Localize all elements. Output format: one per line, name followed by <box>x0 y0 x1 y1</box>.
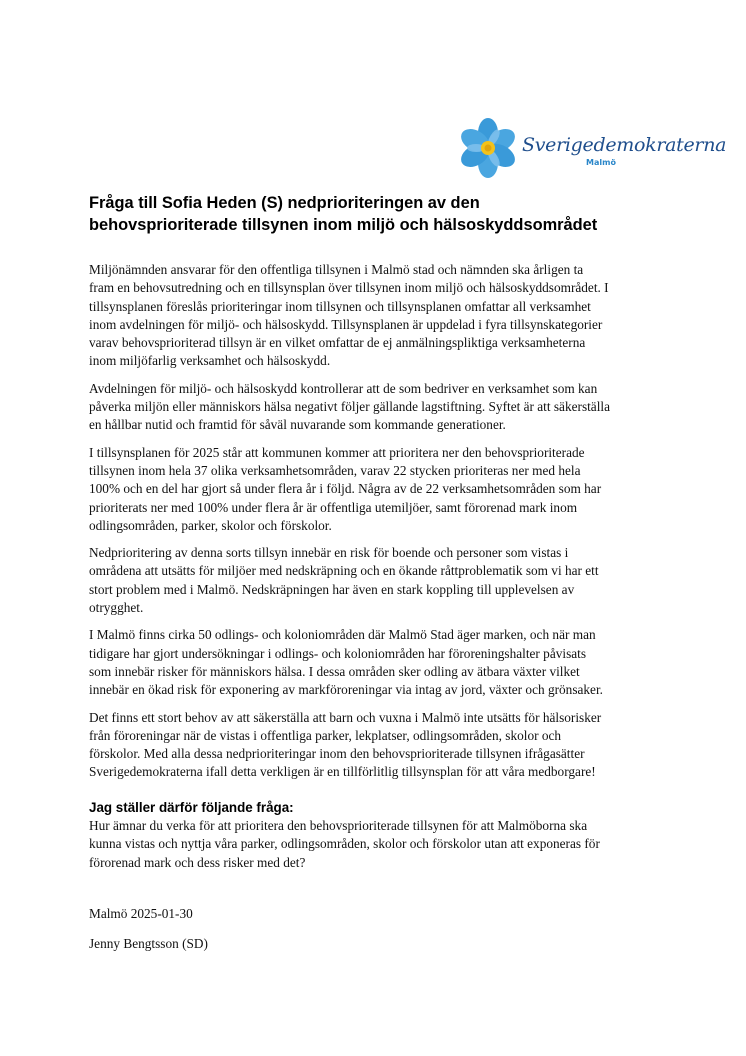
text-line: prioriterats ner med 100% under flera år är offentliga utemiljöer, samt förorenad mark inom <box>89 499 578 515</box>
paragraph <box>89 444 669 535</box>
text-line: från föroreningar när de vistas i offentliga parker, lekplatser, odlingsområden, skolor och <box>89 727 562 743</box>
document-title <box>89 192 669 236</box>
text-line: en hållbar nutid och framtid för såväl nuvarande som kommande generationer. <box>89 417 506 433</box>
paragraph <box>89 626 669 699</box>
text-line: otrygghet. <box>89 600 144 616</box>
paragraph <box>89 709 669 782</box>
party-logo <box>458 118 727 178</box>
signature: Jenny Bengtsson (SD) <box>89 936 208 951</box>
text-line: inom avdelningen för miljö- och hälsoskydd. Tillsynsplanen är uppdelad i fyra tillsynskategorier <box>89 316 603 332</box>
text-line: stort problem med i Malmö. Nedskräpningen har även en stark koppling till upplevelsen av <box>89 581 575 597</box>
text-line: I tillsynsplanen för 2025 står att kommunen kommer att prioritera ner den behovsprioriterade <box>89 444 585 460</box>
text-line: varav behovsprioriterad tillsyn är en vilket omfattar de ej anmälningspliktiga verksamheterna <box>89 335 586 351</box>
paragraph <box>89 261 669 371</box>
text-line: förskolor. Med alla dessa nedprioriteringar inom den behovsprioriterade tillsynen ifrågasätter <box>89 746 585 762</box>
text-line: Det finns ett stort behov av att säkerställa att barn och vuxna i Malmö inte utsätts för hälsorisker <box>89 709 602 725</box>
text-line: I Malmö finns cirka 50 odlings- och koloniområden där Malmö Stad äger marken, och när man <box>89 627 596 643</box>
document-date: Malmö 2025-01-30 <box>89 906 193 921</box>
text-line: inom miljöfarlig verksamhet och hälsoskydd. <box>89 353 331 369</box>
document-body <box>89 261 669 791</box>
text-line: Sverigedemokraterna ifall detta verkligen är en tillförlitlig tillsynsplan för att våra medborgare! <box>89 764 596 780</box>
text-line: kunna vistas och nyttja våra parker, odlingsområden, skolor och förskolor utan att exponeras för <box>89 836 600 852</box>
text-line: Avdelningen för miljö- och hälsoskydd kontrollerar att de som bedriver en verksamhet som kan <box>89 380 598 396</box>
text-line: Hur ämnar du verka för att prioritera den behovsprioriterade tillsynen för att Malmöborna ska <box>89 818 588 833</box>
logo-wordmark: Sverigedemokraterna <box>522 134 727 156</box>
question-text <box>89 817 669 872</box>
text-line: områdena att utsätts för miljöer med nedskräpning och en ökande råttproblematik som vi har ett <box>89 563 599 579</box>
text-line: förorenad mark och dess risker med det? <box>89 854 306 870</box>
text-line: innebär en ökad risk för exponering av markföroreningar via intag av jord, växter och grönsaker. <box>89 682 603 698</box>
paragraph <box>89 380 669 435</box>
question-heading: Jag ställer därför följande fråga: <box>89 800 294 815</box>
text-line: tidigare har gjort undersökningar i odlings- och koloniområden har föroreningshalter påvisats <box>89 645 587 661</box>
blue-anemone-flower-icon <box>458 118 522 178</box>
text-line: Miljönämnden ansvarar för den offentliga tillsynen i Malmö stad och nämnden ska årligen ta <box>89 262 584 277</box>
logo-city: Malmö <box>586 158 616 167</box>
text-line: tillsynsplanen föreslås prioriteringar inom tillsynen och tillsynsplanen omfattar all verksamhet <box>89 298 591 314</box>
text-line: påverka miljön eller människors hälsa negativt följer gällande lagstiftning. Syftet är att säkerställa <box>89 399 611 415</box>
title-line: behovsprioriterade tillsynen inom miljö och hälsoskyddsområdet <box>89 216 598 234</box>
text-line: fram en behovsutredning och en tillsynsplan över tillsynen inom miljö och hälsoskyddsområdet. I <box>89 280 609 296</box>
text-line: odlingsområden, parker, skolor och förskolor. <box>89 517 332 533</box>
text-line: 100% och en del har gjort så under flera år i följd. Några av de 22 verksamhetsområden som har <box>89 481 602 497</box>
paragraph <box>89 544 669 617</box>
text-line: Nedprioritering av denna sorts tillsyn innebär en risk för boende och personer som vistas i <box>89 545 569 561</box>
text-line: tillsynen inom hela 37 olika verksamhetsområden, varav 22 stycken prioriteras ner med hela <box>89 462 581 478</box>
title-line: Fråga till Sofia Heden (S) nedprioriteringen av den <box>89 194 480 212</box>
text-line: som innebär risker för människors hälsa. I dessa områden sker odling av ätbara växter vilket <box>89 663 580 679</box>
